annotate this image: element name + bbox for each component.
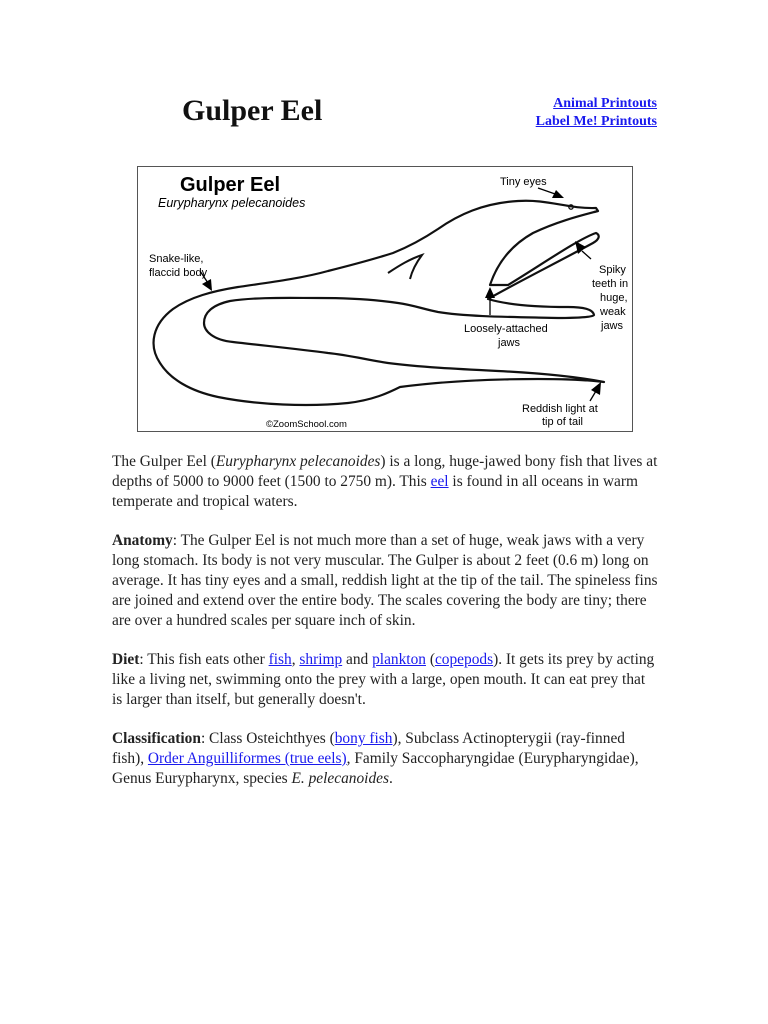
arrow-jaws-head: [485, 287, 495, 298]
diagram-svg: [138, 167, 632, 431]
species-abbr: E. pelecanoides: [291, 770, 389, 787]
fish-link[interactable]: fish: [268, 651, 292, 668]
fin-outline: [388, 255, 422, 279]
diet-and: and: [342, 651, 373, 668]
anatomy-paragraph: [112, 531, 658, 631]
label-teeth-line3: huge,: [600, 292, 628, 304]
intro-text-3: is found in all oceans in warm temperate and tropical waters.: [112, 473, 638, 510]
copepods-link[interactable]: copepods: [434, 651, 494, 668]
classification-text-1: : Class Osteichthyes (: [200, 730, 335, 747]
species-name: Eurypharynx pelecanoides: [215, 453, 381, 470]
diet-paragraph: [112, 650, 658, 710]
classification-heading: Classification: [112, 730, 201, 747]
label-jaws-line2: jaws: [498, 337, 521, 349]
label-body-line1: Snake-like,: [149, 253, 204, 265]
arrow-teeth-line: [582, 251, 591, 259]
diagram-credit: ©ZoomSchool.com: [266, 419, 347, 430]
label-teeth-line2: teeth in: [592, 278, 629, 290]
label-light-line1: Reddish light at: [522, 403, 598, 415]
label-tiny-eyes: Tiny eyes: [500, 176, 547, 188]
classification-text-3: , Family Saccopharyngidae (Eurypharyngidae), Genus Eurypharynx, species: [112, 750, 639, 787]
intro-text-2: ) is a long, huge-jawed bony fish that lives at depths of 5000 to 9000 feet (1500 to 2750 m). This: [112, 453, 658, 490]
label-body-line2: flaccid body: [149, 267, 208, 279]
diet-text-1: : This fish eats other: [139, 651, 269, 668]
label-jaws-line1: Loosely-attached: [464, 323, 548, 335]
order-anguilliformes-link[interactable]: Order Anguilliformes (true eels): [147, 750, 347, 767]
arrow-light-line: [590, 391, 596, 401]
intro-text-1: The Gulper Eel (: [112, 453, 216, 470]
label-teeth-line5: jaws: [601, 320, 624, 332]
label-teeth-line4: weak: [600, 306, 626, 318]
diet-text-2: ). It gets its prey by acting like a living net, swimming onto the prey with a large, open mouth. It can eat prey that is larger than itself, but generally doesn't.: [112, 651, 655, 708]
anatomy-heading: Anatomy: [112, 532, 173, 549]
top-links: [536, 95, 657, 131]
anatomy-text: : The Gulper Eel is not much more than a set of huge, weak jaws with a very long stomach. Its body is not very muscular. The Gulper is about 2 feet (0.6 m) long on average. It has tiny eyes and a small, reddish light at the tip of the tail. The spineless fins are joined and extend over the entire body. The scales covering the body are tiny; there are over a hundred scales per square inch of skin.: [112, 532, 658, 629]
diet-heading: Diet: [112, 651, 140, 668]
eel-body-outline: [154, 201, 604, 405]
animal-printouts-link[interactable]: Animal Printouts: [553, 96, 657, 111]
label-teeth-line1: Spiky: [599, 264, 626, 276]
gulper-eel-diagram: [137, 166, 633, 432]
label-light-line2: tip of tail: [542, 416, 583, 428]
diet-sep: ,: [291, 651, 300, 668]
classification-text-2: ), Subclass Actinopterygii (ray-finned fish),: [112, 730, 625, 767]
diet-paren: (: [425, 651, 435, 668]
shrimp-link[interactable]: shrimp: [299, 651, 343, 668]
classification-text-4: .: [388, 770, 393, 787]
page-title: Gulper Eel: [182, 94, 323, 127]
diagram-subtitle: Eurypharynx pelecanoides: [158, 196, 306, 210]
label-me-printouts-link[interactable]: Label Me! Printouts: [535, 114, 657, 129]
article-body: [112, 452, 658, 808]
arrow-light-head: [591, 382, 601, 395]
diagram-title: Gulper Eel: [180, 174, 281, 196]
classification-paragraph: [112, 729, 658, 789]
intro-paragraph: [112, 452, 658, 512]
eel-link[interactable]: eel: [430, 473, 449, 490]
bony-fish-link[interactable]: bony fish: [334, 730, 393, 747]
plankton-link[interactable]: plankton: [372, 651, 426, 668]
